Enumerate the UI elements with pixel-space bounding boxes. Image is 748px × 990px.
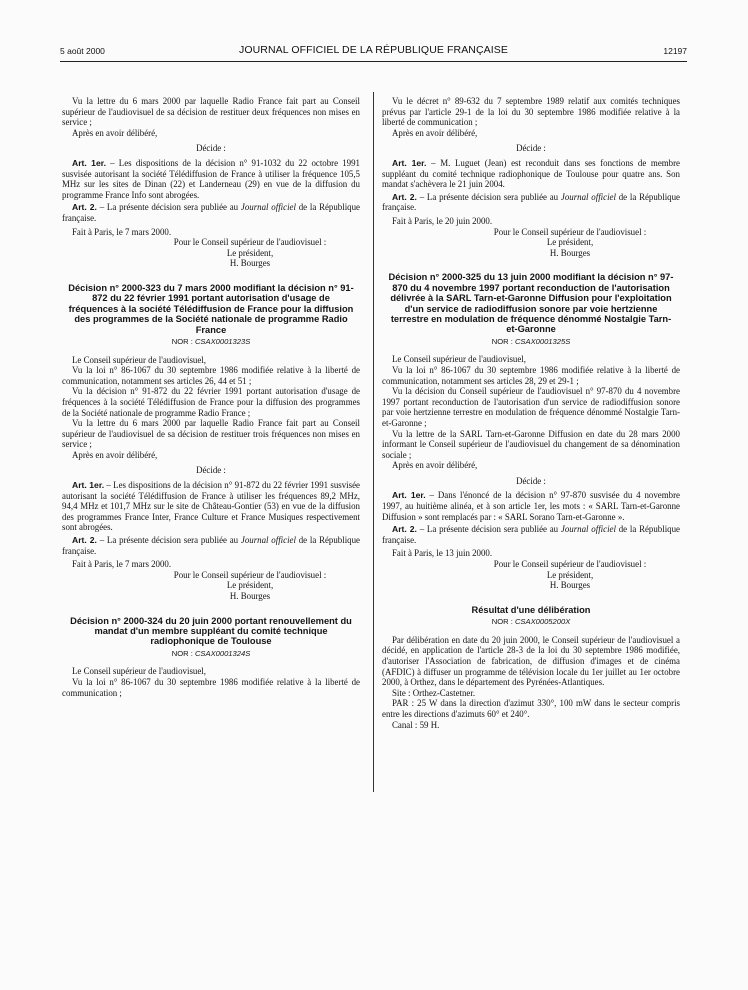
article-text: – La présente décision sera publiée au xyxy=(96,202,241,213)
article-text: – La présente décision sera publiée au xyxy=(416,524,561,535)
article-label: Art. 2. xyxy=(392,191,417,202)
article-label: Art. 1er. xyxy=(392,490,426,501)
nor-reference xyxy=(62,649,360,660)
article-text: – La présente décision sera publiée au xyxy=(416,191,561,202)
canal-line: Canal : 59 H. xyxy=(392,719,440,730)
paragraph: Vu la lettre du 6 mars 2000 par laquelle Radio France fait part au Conseil supérieur de l'audiovisuel de sa décision de restituer deux fréquences non mises en service ; xyxy=(62,96,360,128)
date-place: Fait à Paris, le 7 mars 2000. xyxy=(72,559,172,570)
signature-name: H. Bourges xyxy=(229,591,271,601)
article-text: – Dans l'énoncé de la décision n° 97-870 susvisée du 4 novembre 1997, au huitième alinéa, et à son article 1er, les mots : « SARL Tarn-et-Garonne Diffusion » sont remplacés par : « SARL Sorano Tarn-et-Garonne ». xyxy=(382,490,680,522)
signature-role: Le président, xyxy=(226,580,274,591)
article-2 xyxy=(62,535,360,556)
journal-name: Journal officiel xyxy=(560,191,616,202)
article-1 xyxy=(382,158,680,190)
article-label: Art. 1er. xyxy=(72,480,105,491)
signature-role: Le président, xyxy=(226,247,274,258)
article-2 xyxy=(62,202,360,223)
journal-title: JOURNAL OFFICIEL DE LA RÉPUBLIQUE FRANÇAISE xyxy=(239,44,508,56)
right-column xyxy=(382,96,680,730)
article-2 xyxy=(382,192,680,213)
signature-role: Le président, xyxy=(546,237,594,248)
signature-block xyxy=(140,570,360,602)
nor-reference xyxy=(62,337,360,348)
nor-code: CSAX0001325S xyxy=(514,336,571,346)
signature-block xyxy=(140,237,360,269)
article-1 xyxy=(62,480,360,533)
decision-title: Décision n° 2000-325 du 13 juin 2000 modifiant la décision n° 97-870 du 4 novembre 1997 portant reconduction de l'autorisation délivrée à la SARL Tarn-et-Garonne Diffusion pour l'exploitation d'un service de radiodiffusion sonore par voie hertzienne terrestre en modulation de fréquence dénommé Nostalgie Tarn-et-Garonne xyxy=(388,272,674,335)
decision-title: Décision n° 2000-324 du 20 juin 2000 portant renouvellement du mandat d'un membre suppléant du comité technique radiophonique de Toulouse xyxy=(70,615,352,647)
decide-label: Décide : xyxy=(516,143,546,154)
article-text: – Les dispositions de la décision n° 91-872 du 22 février 1991 susvisée autorisant la société Télédiffusion de France à utiliser les fréquences 89,2 MHz, 94,4 MHz et 101,7 MHz sur le site de Château-Gontier (53) en vue de la diffusion des programmes France Inter, France Culture et France Musiques respectivement sont abrogées. xyxy=(62,480,360,533)
nor-label: NOR : xyxy=(171,336,195,346)
article-1 xyxy=(382,490,680,522)
paragraph: Après en avoir délibéré, xyxy=(72,127,158,138)
header-date: 5 août 2000 xyxy=(60,46,105,56)
signature-line: Pour le Conseil supérieur de l'audiovisuel : xyxy=(493,559,647,570)
article-label: Art. 1er. xyxy=(72,157,106,168)
site-line: Site : Orthez-Castetner. xyxy=(392,687,476,698)
paragraph: Par délibération en date du 20 juin 2000, le Conseil supérieur de l'audiovisuel a décidé, en application de l'article 28-3 de la loi du 30 septembre 1986 modifiée, d'autoriser l'Association de fabrication, de diffusion d'images et de cinéma (AFDIC) à diffuser un programme de télévision locale du 1er juillet au 1er octobre 2000, à Orthez, dans le département des Pyrénées-Atlantiques. xyxy=(382,634,680,688)
date-place: Fait à Paris, le 7 mars 2000. xyxy=(72,226,172,237)
decide-label: Décide : xyxy=(516,475,546,486)
article-label: Art. 2. xyxy=(392,524,417,535)
journal-name: Journal officiel xyxy=(240,535,296,546)
article-text: – Les dispositions de la décision n° 91-1032 du 22 octobre 1991 susvisée autorisant la société Télédiffusion de France à utiliser la fréquence 105,5 MHz sur les sites de Dinan (22) et Landerneau (29) en vue de la diffusion du programme France Info sont abrogées. xyxy=(62,157,360,200)
article-label: Art. 2. xyxy=(72,202,97,213)
signature-name: H. Bourges xyxy=(229,258,271,269)
signature-role: Le président, xyxy=(546,569,594,580)
paragraph: Vu la décision n° 91-872 du 22 février 1991 portant autorisation d'usage de fréquences à la société Télédiffusion de France pour la diffusion des programmes de la Société nationale de programme Radio France ; xyxy=(62,386,360,418)
nor-code: CSAX0005200X xyxy=(514,617,571,627)
paragraph: Vu la lettre de la SARL Tarn-et-Garonne Diffusion en date du 28 mars 2000 informant le Conseil supérieur de l'audiovisuel du changement de sa dénomination sociale ; xyxy=(382,428,680,460)
nor-label: NOR : xyxy=(491,336,515,346)
par-line: PAR : 25 W dans la direction d'azimut 330°, 100 mW dans le secteur compris entre les directions d'azimuts 60° et 240°. xyxy=(382,698,680,719)
article-text: de la République française. xyxy=(382,191,680,213)
paragraph: Le Conseil supérieur de l'audiovisuel, xyxy=(72,666,206,677)
signature-block xyxy=(460,227,680,259)
decide-label: Décide : xyxy=(196,465,226,476)
signature-line: Pour le Conseil supérieur de l'audiovisuel : xyxy=(173,569,327,580)
paragraph: Après en avoir délibéré, xyxy=(392,460,478,471)
page-header xyxy=(60,46,687,60)
section-title: Résultat d'une délibération xyxy=(471,604,591,615)
date-place: Fait à Paris, le 13 juin 2000. xyxy=(392,548,493,559)
article-text: – M. Luguet (Jean) est reconduit dans ses fonctions de membre suppléant du comité technique radiophonique de Toulouse pour quatre ans. Son mandat s'achèvera le 21 juin 2004. xyxy=(382,157,680,190)
paragraph: Vu la loi n° 86-1067 du 30 septembre 1986 modifiée relative à la liberté de communication, notamment ses articles 26, 44 et 51 ; xyxy=(62,365,360,386)
article-text: de la République française. xyxy=(62,535,360,556)
paragraph: Vu le décret n° 89-632 du 7 septembre 1989 relatif aux comités techniques prévus par l'article 29-1 de la loi du 30 septembre 1986 modifiée relative à la liberté de communication ; xyxy=(382,96,680,128)
paragraph: Après en avoir délibéré, xyxy=(72,449,158,460)
nor-label: NOR : xyxy=(171,648,195,658)
paragraph: Vu la loi n° 86-1067 du 30 septembre 1986 modifiée relative à la liberté de communication, notamment ses articles 28, 29 et 29-1 ; xyxy=(382,364,680,386)
article-text: – La présente décision sera publiée au xyxy=(96,535,241,546)
nor-code: CSAX0001324S xyxy=(194,648,251,658)
journal-name: Journal officiel xyxy=(560,524,616,535)
article-label: Art. 2. xyxy=(72,535,97,546)
header-rule xyxy=(60,61,687,62)
paragraph: Vu la lettre du 6 mars 2000 par laquelle Radio France fait part au Conseil supérieur de l'audiovisuel de sa décision de restituer trois fréquences non mises en service ; xyxy=(62,418,360,450)
paragraph: Le Conseil supérieur de l'audiovisuel, xyxy=(392,354,526,365)
paragraph: Vu la loi n° 86-1067 du 30 septembre 1986 modifiée relative à la liberté de communication ; xyxy=(62,677,360,698)
signature-line: Pour le Conseil supérieur de l'audiovisuel : xyxy=(493,226,647,237)
signature-name: H. Bourges xyxy=(549,580,591,591)
left-column xyxy=(62,96,360,698)
nor-label: NOR : xyxy=(491,617,515,627)
journal-name: Journal officiel xyxy=(240,202,296,213)
column-divider xyxy=(373,92,374,792)
article-text: de la République française. xyxy=(62,202,360,223)
article-2 xyxy=(382,524,680,545)
date-place: Fait à Paris, le 20 juin 2000. xyxy=(392,215,493,226)
signature-line: Pour le Conseil supérieur de l'audiovisuel : xyxy=(173,237,327,248)
paragraph: Le Conseil supérieur de l'audiovisuel, xyxy=(72,354,206,365)
paragraph: Après en avoir délibéré, xyxy=(392,127,478,138)
signature-name: H. Bourges xyxy=(549,247,591,258)
nor-code: CSAX0001323S xyxy=(194,336,251,346)
decide-label: Décide : xyxy=(196,143,226,154)
article-label: Art. 1er. xyxy=(392,157,427,168)
paragraph: Vu la décision du Conseil supérieur de l'audiovisuel n° 97-870 du 4 novembre 1997 portant reconduction de l'autorisation d'un service de radiodiffusion sonore par voie hertzienne terrestre en modulation de fréquence dénommé Nostalgie Tarn-et-Garonne ; xyxy=(382,386,680,428)
article-text: de la République française. xyxy=(382,524,680,545)
article-1 xyxy=(62,158,360,200)
nor-reference xyxy=(382,337,680,348)
page-number: 12197 xyxy=(663,46,687,56)
decision-title: Décision n° 2000-323 du 7 mars 2000 modifiant la décision n° 91-872 du 22 février 1991 portant autorisation d'usage de fréquences à la société Télédiffusion de France pour la diffusion des programmes de la Société nationale de programme Radio France xyxy=(68,282,354,335)
nor-reference xyxy=(382,617,680,628)
signature-block xyxy=(460,559,680,591)
